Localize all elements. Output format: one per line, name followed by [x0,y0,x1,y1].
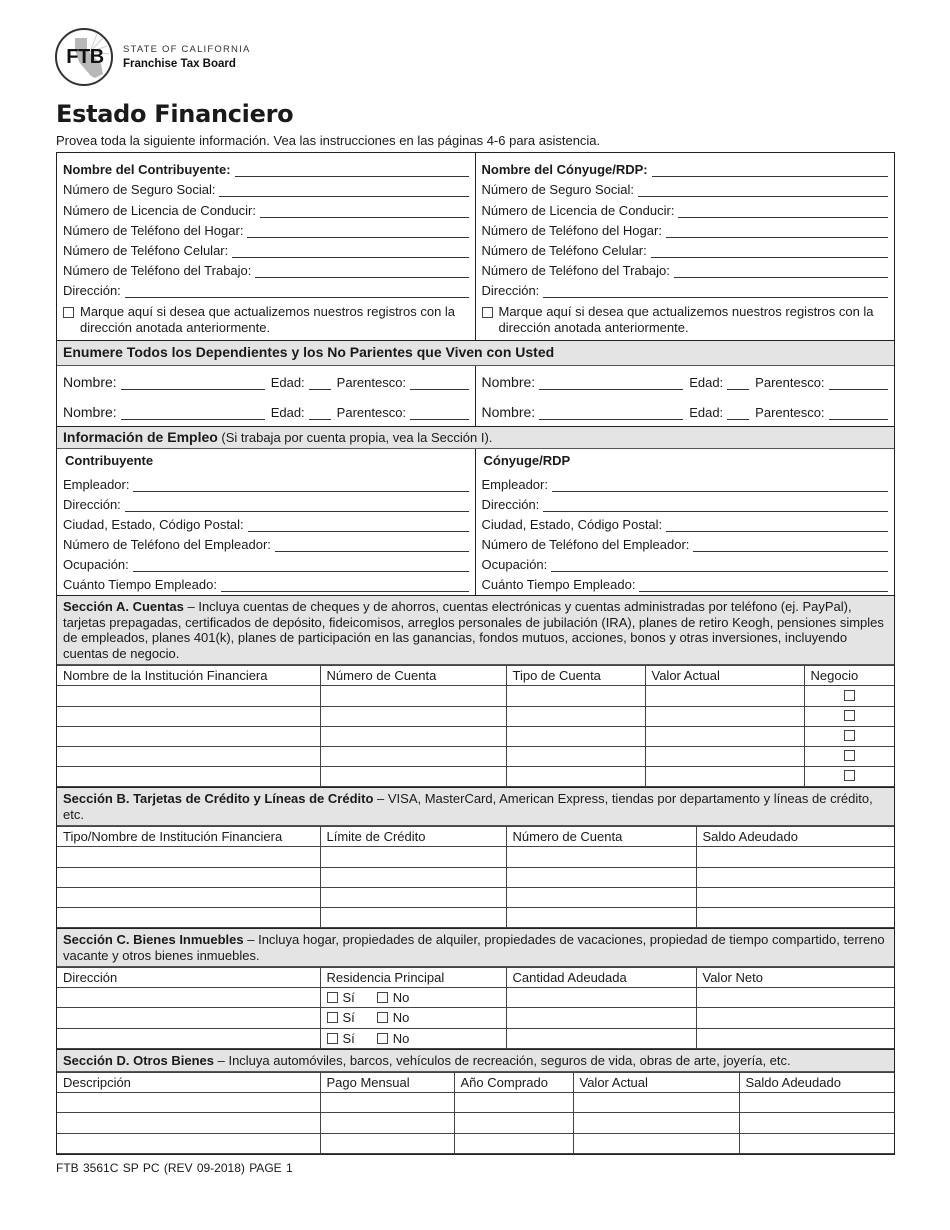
institution-cell[interactable] [57,726,320,746]
name-label: Nombre: [481,373,536,390]
business-checkbox[interactable] [844,730,855,741]
yes-label: Sí [342,1030,355,1046]
institution-cell[interactable] [57,887,320,907]
section-description: – Incluya automóviles, barcos, vehículos de recreación, seguros de vida, obras de arte, joyería, etc. [214,1052,791,1068]
institution-cell[interactable] [57,706,320,726]
column-header: Saldo Adeudado [739,1073,894,1093]
field-input[interactable] [652,163,888,177]
agency-name: Franchise Tax Board [123,58,236,70]
table-header-row [57,1073,894,1093]
amount-owed-cell[interactable] [506,1008,696,1028]
dependent-name-input[interactable] [121,376,265,390]
dependent-age-input[interactable] [309,406,331,420]
column-header: Saldo Adeudado [696,827,894,847]
field-input[interactable] [133,478,468,492]
field-input[interactable] [275,538,469,552]
dependent-relation-input[interactable] [410,406,468,420]
table-row [57,747,894,767]
page-instructions: Provea toda la siguiente información. Vea las instrucciones en las páginas 4-6 para asistencia. [56,133,601,148]
column-header: Número de Cuenta [506,827,696,847]
spouse-employment-title: Cónyuge/RDP [483,453,571,469]
spouse-info [476,153,895,340]
column-header: Pago Mensual [320,1073,454,1093]
field-label: Dirección: [481,496,540,512]
business-checkbox[interactable] [844,770,855,781]
checkbox-label: Marque aquí si desea que actualizemos nuestros registros con la dirección anotada anteriormente. [498,304,874,336]
spouse-work-phone-field[interactable] [482,258,889,278]
relation-label: Parentesco: [755,374,825,390]
relation-label: Parentesco: [336,404,407,420]
spouse-ssn-field[interactable] [482,177,889,197]
column-header: Valor Actual [573,1073,739,1093]
employer-field[interactable] [482,471,889,491]
field-label: Número de Teléfono Celular: [481,242,647,258]
account-number-cell[interactable] [320,747,506,767]
dependent-age-input[interactable] [727,376,749,390]
account-type-cell[interactable] [506,726,645,746]
credit-limit-cell[interactable] [320,867,506,887]
field-input[interactable] [219,183,468,197]
section-title: Sección A. Cuentas [63,599,184,615]
column-header: Cantidad Adeudada [506,968,696,988]
field-input[interactable] [235,163,469,177]
column-header: Límite de Crédito [320,827,506,847]
field-label: Número de Teléfono del Trabajo: [481,263,670,279]
spouse-update-address-checkbox[interactable] [482,307,493,318]
employment-heading [57,426,894,450]
current-value-cell[interactable] [573,1133,739,1153]
current-value-cell[interactable] [645,686,804,706]
field-input[interactable] [133,558,469,572]
field-label: Nombre del Contribuyente: [63,162,231,178]
section-title: Sección D. Otros Bienes [63,1052,214,1068]
account-type-cell[interactable] [506,767,645,787]
institution-cell[interactable] [57,767,320,787]
financial-statement-form [56,152,895,1155]
field-input[interactable] [552,478,888,492]
primary-residence-cell [320,988,506,1008]
table-row [57,706,894,726]
spouse-home-phone-field[interactable] [482,218,889,238]
form-footer: FTB 3561C SP PC (REV 09-2018) PAGE 1 [56,1161,293,1175]
year-purchased-cell[interactable] [454,1113,573,1133]
field-label: Número de Teléfono del Hogar: [63,222,244,238]
agency-state: STATE OF CALIFORNIA [123,44,251,55]
field-input[interactable] [693,538,888,552]
section-c-heading [57,928,894,967]
name-label: Nombre: [63,403,117,420]
field-label: Número de Teléfono del Trabajo: [63,263,252,279]
column-header: Año Comprado [454,1073,573,1093]
table-row [57,726,894,746]
field-input[interactable] [666,224,888,238]
taxpayer-work-phone-field[interactable] [63,258,469,278]
table-row [57,907,894,927]
no-label: No [392,1010,410,1026]
field-label: Empleador: [481,476,548,492]
no-checkbox[interactable] [377,1033,388,1044]
field-label: Número de Seguro Social: [481,182,634,198]
name-label: Nombre: [63,373,117,390]
field-input[interactable] [125,284,469,298]
account-number-cell[interactable] [320,767,506,787]
employer-phone-field[interactable] [63,532,469,552]
yes-checkbox[interactable] [327,992,338,1003]
field-label: Ocupación: [63,557,129,573]
yes-label: Sí [342,1010,355,1026]
field-input[interactable] [651,244,888,258]
relation-label: Parentesco: [336,374,407,390]
field-input[interactable] [674,264,888,278]
spouse-cell-phone-field[interactable] [482,238,889,258]
spouse-name-field[interactable] [482,157,889,177]
credit-limit-cell[interactable] [320,907,506,927]
dependent-relation-input[interactable] [829,406,888,420]
balance-owed-cell[interactable] [696,907,894,927]
section-title: Sección B. Tarjetas de Crédito y Líneas de Crédito [63,791,374,807]
taxpayer-update-address [63,304,469,340]
field-input[interactable] [666,518,888,532]
field-input[interactable] [232,244,468,258]
no-checkbox[interactable] [377,1012,388,1023]
section-a-heading [57,595,894,665]
account-number-cell[interactable] [506,847,696,867]
table-row [57,767,894,787]
amount-owed-cell[interactable] [506,1028,696,1048]
monthly-payment-cell[interactable] [320,1133,454,1153]
dependent-entry [476,366,895,396]
net-value-cell[interactable] [696,1008,894,1028]
field-label: Número de Teléfono del Empleador: [63,537,271,553]
credit-table [57,826,894,928]
field-label: Número de Teléfono del Empleador: [481,537,690,553]
address-cell[interactable] [57,1028,320,1048]
logo-text: FTB [66,46,104,68]
balance-owed-cell[interactable] [696,847,894,867]
agency-header [55,28,251,86]
yes-no-choice [327,1010,500,1025]
net-value-cell[interactable] [696,1028,894,1048]
table-row [57,1133,894,1153]
current-value-cell[interactable] [573,1113,739,1133]
year-purchased-cell[interactable] [454,1133,573,1153]
account-number-cell[interactable] [320,706,506,726]
field-input[interactable] [221,578,469,592]
name-label: Nombre: [481,403,536,420]
column-header: Tipo/Nombre de Institución Financiera [57,827,320,847]
table-row [57,1028,894,1048]
yes-no-choice [327,990,500,1005]
field-label: Empleador: [63,476,130,492]
account-type-cell[interactable] [506,686,645,706]
section-d-heading [57,1049,894,1073]
personal-info-section [57,153,894,340]
taxpayer-address-field[interactable] [63,278,469,298]
column-header: Número de Cuenta [320,666,506,686]
balance-owed-cell[interactable] [696,887,894,907]
field-label: Número de Teléfono Celular: [63,242,229,258]
primary-residence-cell [320,1008,506,1028]
account-number-cell[interactable] [320,726,506,746]
yes-label: Sí [342,990,355,1006]
relation-label: Parentesco: [755,404,825,420]
column-header: Residencia Principal [320,968,506,988]
dependent-name-input[interactable] [121,406,265,420]
credit-limit-cell[interactable] [320,847,506,867]
balance-owed-cell[interactable] [739,1133,894,1153]
table-row [57,1093,894,1113]
field-input[interactable] [639,578,888,592]
taxpayer-name-field[interactable] [63,157,469,177]
section-description: – Incluya hogar, propiedades de alquiler, propiedades de vacaciones, propiedad de tiempo compartido, terreno vacante y otros bienes inmuebles. [63,932,885,963]
spouse-license-field[interactable] [482,197,889,217]
field-label: Número de Teléfono del Hogar: [481,222,662,238]
employment-section [57,449,894,595]
accounts-table [57,665,894,787]
monthly-payment-cell[interactable] [320,1093,454,1113]
other-assets-table [57,1072,894,1154]
field-input[interactable] [678,204,888,218]
dependents-row [57,396,894,426]
table-header-row [57,827,894,847]
business-cell [804,706,894,726]
institution-cell[interactable] [57,867,320,887]
dependent-relation-input[interactable] [410,376,468,390]
taxpayer-employment-title: Contribuyente [65,453,154,469]
monthly-payment-cell[interactable] [320,1113,454,1133]
no-label: No [392,990,410,1006]
taxpayer-update-address-checkbox[interactable] [63,307,74,318]
employer-field[interactable] [63,471,469,491]
age-label: Edad: [689,374,724,390]
account-number-cell[interactable] [506,907,696,927]
field-input[interactable] [247,224,468,238]
address-cell[interactable] [57,988,320,1008]
field-label: Ciudad, Estado, Código Postal: [63,516,244,532]
field-label: Nombre del Cónyuge/RDP: [481,162,648,178]
description-cell[interactable] [57,1093,320,1113]
field-label: Ocupación: [481,557,548,573]
taxpayer-home-phone-field[interactable] [63,218,469,238]
no-label: No [392,1030,410,1046]
field-label: Cuánto Tiempo Empleado: [481,577,636,593]
current-value-cell[interactable] [645,747,804,767]
table-row [57,1008,894,1028]
field-label: Número de Seguro Social: [63,182,216,198]
yes-checkbox[interactable] [327,1033,338,1044]
institution-cell[interactable] [57,847,320,867]
business-checkbox[interactable] [844,710,855,721]
description-cell[interactable] [57,1133,320,1153]
balance-owed-cell[interactable] [739,1113,894,1133]
column-header: Valor Neto [696,968,894,988]
field-label: Ciudad, Estado, Código Postal: [481,516,663,532]
table-row [57,1113,894,1133]
field-label: Dirección: [481,283,540,299]
balance-owed-cell[interactable] [696,867,894,887]
business-cell [804,726,894,746]
no-checkbox[interactable] [377,992,388,1003]
field-input[interactable] [125,498,469,512]
taxpayer-ssn-field[interactable] [63,177,469,197]
business-checkbox[interactable] [844,690,855,701]
heading-note: (Si trabaja por cuenta propia, vea la Sección I). [217,429,493,445]
age-label: Edad: [270,404,305,420]
taxpayer-employment [57,449,476,595]
taxpayer-license-field[interactable] [63,197,469,217]
primary-residence-cell [320,1028,506,1048]
field-input[interactable] [260,204,469,218]
yes-no-choice [327,1031,500,1046]
dependent-name-input[interactable] [539,406,683,420]
business-cell [804,686,894,706]
dependents-heading: Enumere Todos los Dependientes y los No Parientes que Viven con Usted [57,340,894,366]
field-input[interactable] [543,498,888,512]
table-row [57,847,894,867]
table-row [57,867,894,887]
field-input[interactable] [248,518,469,532]
amount-owed-cell[interactable] [506,988,696,1008]
occupation-field[interactable] [63,552,469,572]
dependent-entry [57,366,476,396]
account-number-cell[interactable] [506,867,696,887]
time-employed-field[interactable] [482,572,889,592]
column-header: Descripción [57,1073,320,1093]
dependents-row [57,366,894,396]
field-input[interactable] [255,264,468,278]
table-row [57,686,894,706]
field-label: Dirección: [63,283,121,299]
dependent-age-input[interactable] [309,376,331,390]
business-cell [804,747,894,767]
age-label: Edad: [270,374,305,390]
field-label: Número de Licencia de Conducir: [481,202,675,218]
ftb-logo [55,28,113,86]
table-header-row [57,968,894,988]
employer-address-field[interactable] [63,492,469,512]
table-header-row [57,666,894,686]
address-cell[interactable] [57,1008,320,1028]
checkbox-label: Marque aquí si desea que actualizemos nuestros registros con la dirección anotada anteriormente. [80,304,456,336]
account-type-cell[interactable] [506,706,645,726]
occupation-field[interactable] [482,552,889,572]
credit-limit-cell[interactable] [320,887,506,907]
field-input[interactable] [551,558,888,572]
employer-address-field[interactable] [482,492,889,512]
spouse-employment [476,449,895,595]
taxpayer-cell-phone-field[interactable] [63,238,469,258]
dependent-entry [476,396,895,426]
yes-checkbox[interactable] [327,1012,338,1023]
business-cell [804,767,894,787]
real-estate-table [57,967,894,1049]
net-value-cell[interactable] [696,988,894,1008]
column-header: Tipo de Cuenta [506,666,645,686]
field-label: Cuánto Tiempo Empleado: [63,577,217,593]
field-input[interactable] [638,183,888,197]
field-input[interactable] [543,284,888,298]
employer-phone-field[interactable] [482,532,889,552]
taxpayer-info [57,153,476,340]
dependent-entry [57,396,476,426]
current-value-cell[interactable] [645,706,804,726]
age-label: Edad: [689,404,724,420]
employer-city-field[interactable] [482,512,889,532]
column-header: Negocio [804,666,894,686]
section-description: – VISA, MasterCard, American Express, tiendas por departamento y líneas de crédito, etc. [63,791,873,822]
heading-bold: Información de Empleo [63,428,218,445]
institution-cell[interactable] [57,747,320,767]
description-cell[interactable] [57,1113,320,1133]
time-employed-field[interactable] [63,572,469,592]
account-number-cell[interactable] [506,887,696,907]
balance-owed-cell[interactable] [739,1093,894,1113]
institution-cell[interactable] [57,686,320,706]
current-value-cell[interactable] [645,726,804,746]
column-header: Nombre de la Institución Financiera [57,666,320,686]
field-label: Dirección: [63,496,121,512]
table-row [57,988,894,1008]
column-header: Valor Actual [645,666,804,686]
employer-city-field[interactable] [63,512,469,532]
table-row [57,887,894,907]
spouse-update-address [482,304,889,340]
section-title: Sección C. Bienes Inmuebles [63,932,244,948]
section-b-heading [57,787,894,826]
field-label: Número de Licencia de Conducir: [63,202,256,218]
business-checkbox[interactable] [844,750,855,761]
dependent-name-input[interactable] [539,376,683,390]
dependent-relation-input[interactable] [829,376,888,390]
spouse-address-field[interactable] [482,278,889,298]
section-description: – Incluya cuentas de cheques y de ahorros, cuentas electrónicas y cuentas administradas por teléfono (ej. PayPal), tarjetas prepagadas, certificados de depósito, fideicomisos, arreglos personales de jubilación (IRA), planes de retiro Keogh, pensiones simples de empleados, planes 401(k), planes de participación en las ganancias, fondos mutuos, acciones, bonos y otras inversiones, incluyendo cuentas de negocio. [63,599,884,661]
current-value-cell[interactable] [645,767,804,787]
institution-cell[interactable] [57,907,320,927]
column-header: Dirección [57,968,320,988]
account-number-cell[interactable] [320,686,506,706]
year-purchased-cell[interactable] [454,1093,573,1113]
page-title: Estado Financiero [56,100,294,128]
current-value-cell[interactable] [573,1093,739,1113]
account-type-cell[interactable] [506,747,645,767]
dependent-age-input[interactable] [727,406,749,420]
